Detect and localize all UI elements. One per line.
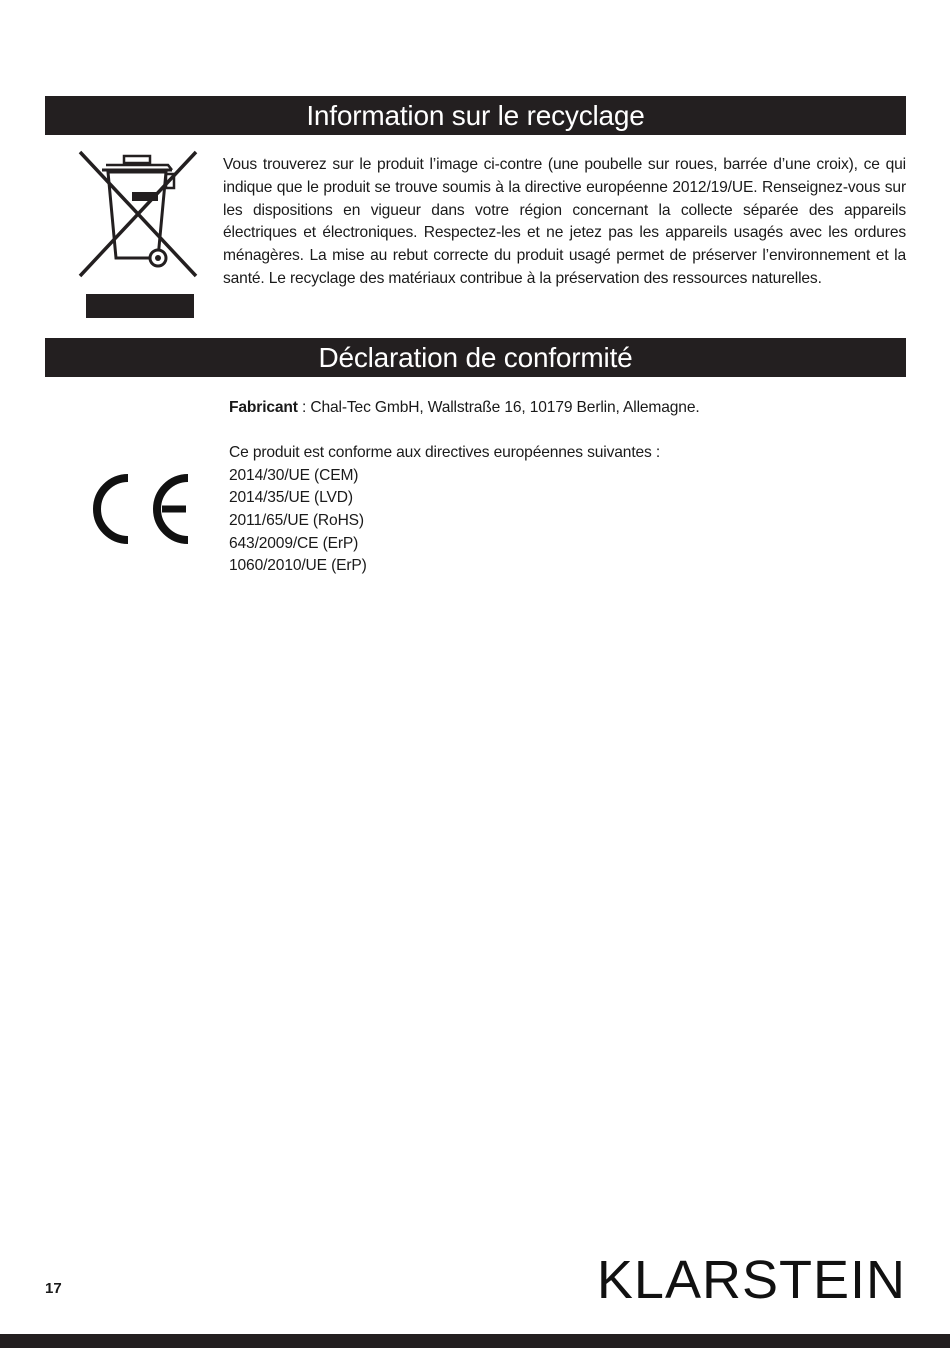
manufacturer-value: : Chal-Tec GmbH, Wallstraße 16, 10179 Berlin, Allemagne. xyxy=(297,399,700,416)
directive-item: 2011/65/UE (RoHS) xyxy=(229,511,364,529)
recycling-heading: Information sur le recyclage xyxy=(45,96,906,135)
crossed-out-wheelie-bin-icon xyxy=(74,148,202,320)
directives-intro: Ce produit est conforme aux directives européennes suivantes : xyxy=(229,444,661,462)
manufacturer-label: Fabricant xyxy=(229,399,298,416)
page-number: 17 xyxy=(45,1280,62,1297)
conformity-block xyxy=(229,397,889,578)
directive-item: 643/2009/CE (ErP) xyxy=(229,534,359,552)
ce-mark-icon xyxy=(86,470,194,548)
footer-bar xyxy=(0,1334,950,1348)
directive-item: 1060/2010/UE (ErP) xyxy=(229,557,367,575)
manufacturer-line xyxy=(229,397,889,420)
brand-logo: KLARSTEIN xyxy=(596,1250,906,1310)
conformity-heading: Déclaration de conformité xyxy=(45,338,906,377)
directive-list xyxy=(229,465,889,578)
recycling-body: Vous trouverez sur le produit l’image ci-contre (une poubelle sur roues, barrée d’une croix), ce qui indique que le produit se trouve soumis à la directive européenne 2012/19/UE. Renseignez-vous sur les dispositions en vigueur dans votre région concernant la collecte séparée des appareils électriques et électroniques. Respectez-les et ne jetez pas les appareils usagés avec les ordures ménagères. La mise au rebut correcte du produit usagé permet de préserver l’environnement et la santé. Le recyclage des matériaux contribue à la préservation des ressources naturelles. xyxy=(223,156,906,287)
directive-item: 2014/35/UE (LVD) xyxy=(229,489,353,507)
directive-item: 2014/30/UE (CEM) xyxy=(229,466,359,484)
